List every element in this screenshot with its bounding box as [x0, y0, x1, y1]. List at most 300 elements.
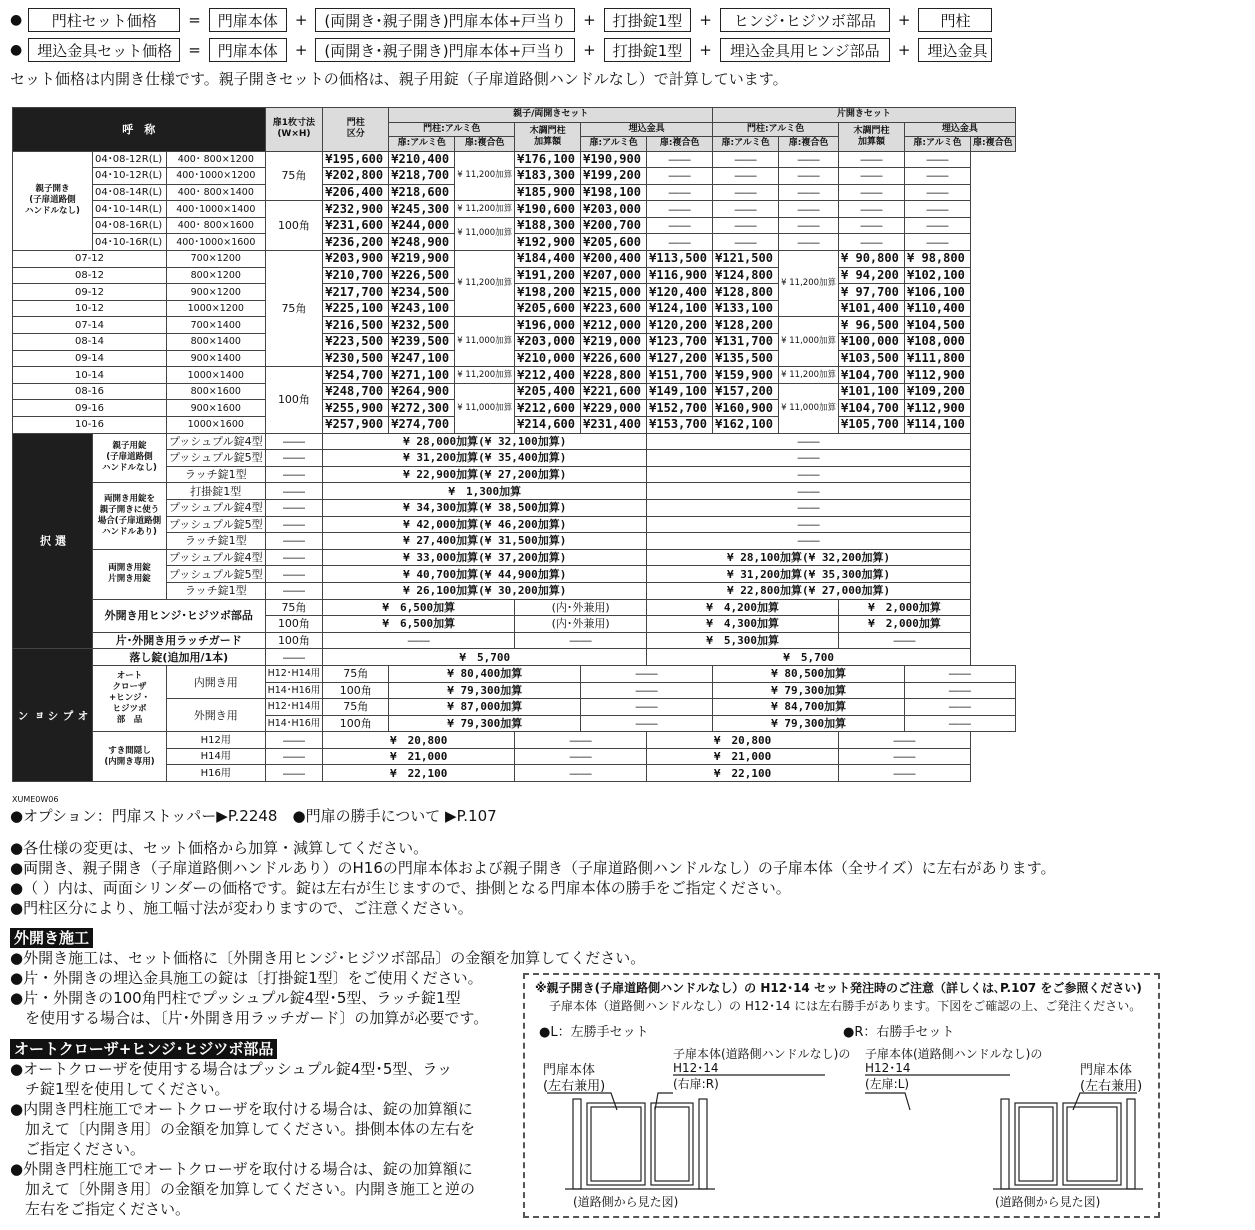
- table-cell: ――: [905, 184, 971, 201]
- table-cell: ¥272,300: [389, 400, 455, 417]
- table-cell: ¥200,400: [581, 251, 647, 268]
- table-cell: ¥102,100: [905, 267, 971, 284]
- table-cell: ¥105,700: [839, 417, 905, 434]
- table-cell: 選 択: [13, 433, 93, 649]
- option-row: [13, 649, 1016, 666]
- table-cell: ¥ 98,800: [905, 251, 971, 268]
- table-cell: ¥ 33,000加算(¥ 37,200加算): [323, 549, 647, 566]
- table-cell: ¥231,400: [581, 417, 647, 434]
- table-cell: ¥111,800: [905, 350, 971, 367]
- doc-code: XUME0W06: [12, 795, 59, 804]
- table-cell: ¥ 96,500: [839, 317, 905, 334]
- table-cell: ¥149,100: [647, 383, 713, 400]
- table-cell: オート クローザ +ヒンジ・ ヒジツボ 部 品: [93, 665, 167, 731]
- table-cell: ¥ 94,200: [839, 267, 905, 284]
- table-cell: ¥ 31,200加算(¥ 35,400加算): [323, 450, 647, 467]
- table-cell: ¥135,500: [713, 350, 779, 367]
- table-cell: 扉:アルミ色: [581, 137, 647, 152]
- table-cell: ¥195,600: [323, 151, 389, 168]
- both-use-label-l: (左右兼用): [543, 1079, 606, 1094]
- table-cell: ¥ 22,100: [323, 765, 515, 782]
- oyako-row: [13, 184, 1016, 201]
- table-cell: ¥255,900: [323, 400, 389, 417]
- table-cell: ¥101,100: [839, 383, 905, 400]
- table-cell: ¥123,700: [647, 334, 713, 351]
- table-cell: ――: [265, 566, 323, 583]
- table-cell: 10-14: [13, 367, 167, 384]
- table-cell: 両開き用錠 片開き用錠: [93, 549, 167, 599]
- table-cell: 04･08-16R(L): [93, 217, 167, 234]
- table-cell: ¥198,200: [515, 284, 581, 301]
- main-row: [13, 251, 1016, 268]
- table-cell: 扉:複合色: [647, 137, 713, 152]
- height-range-cell: H14･H16用: [265, 682, 323, 699]
- table-cell: ――: [839, 184, 905, 201]
- table-cell: ¥120,400: [647, 284, 713, 301]
- table-cell: ¥200,700: [581, 217, 647, 234]
- table-cell: プッシュプル錠4型: [167, 549, 266, 566]
- table-cell: ¥ 40,700加算(¥ 44,900加算): [323, 566, 647, 583]
- table-cell: ――: [647, 433, 971, 450]
- table-cell: ¥190,900: [581, 151, 647, 168]
- table-cell: ¥223,500: [323, 334, 389, 351]
- table-cell: ――: [905, 201, 971, 218]
- table-cell: 1000×1400: [167, 367, 266, 384]
- table-cell: ――: [647, 168, 713, 185]
- table-cell: ¥ 5,700: [647, 649, 971, 666]
- table-cell: ¥184,400: [515, 251, 581, 268]
- table-cell: ¥205,400: [515, 383, 581, 400]
- table-cell: 75角: [265, 151, 323, 201]
- caution-sub: 子扉本体（道路側ハンドルなし）の H12･14 には左右勝手があります。下図をご確認の上、ご発注ください。: [549, 999, 1142, 1013]
- table-cell: 09-14: [13, 350, 167, 367]
- table-cell: ¥162,100: [713, 417, 779, 434]
- autocloser-notes: ●オートクローザを使用する場合はプッシュプル錠4型･5型、ラッ チ錠1型を使用してください。 ●内開き門柱施工でオートクローザを取付ける場合は、錠の加算額に 加えて〔内開き用〕の金額を加算してください。掛側本体の左右を ご指定ください。 ●外開き門柱施工でオートクローザを取付ける場合は、錠の加算額に 加えて〔外開き用〕の金額を加算してください。内開き施工と逆の 左右をご指定ください。: [10, 1060, 476, 1218]
- table-cell: 外開き用: [167, 699, 266, 732]
- table-cell: ¥ 90,800: [839, 251, 905, 268]
- table-cell: ¥221,600: [581, 383, 647, 400]
- table-cell: ¥ 11,200加算: [779, 367, 839, 384]
- table-cell: ――: [265, 450, 323, 467]
- table-cell: 75角: [323, 665, 389, 682]
- table-cell: ¥106,100: [905, 284, 971, 301]
- table-cell: 900×1600: [167, 400, 266, 417]
- table-cell: ――: [265, 533, 323, 550]
- table-cell: ――: [905, 682, 1016, 699]
- table-cell: ¥ 79,300加算: [713, 715, 905, 732]
- formula-post-set: ● 門柱セット価格 = 門扉本体 + (両開き･親子開き)門扉本体+戸当り + 打掛錠1型 + ヒンジ･ヒジツボ部品 + 門柱: [10, 8, 992, 32]
- table-cell: 10-16: [13, 417, 167, 434]
- road-view-label-l: (道路側から見た図): [573, 1195, 679, 1209]
- table-cell: ¥247,100: [389, 350, 455, 367]
- table-cell: ¥ 2,000加算: [839, 616, 971, 633]
- table-cell: ラッチ錠1型: [167, 533, 266, 550]
- table-cell: 扉:アルミ色: [713, 137, 779, 152]
- main-row: [13, 284, 1016, 301]
- table-cell: ――: [581, 715, 713, 732]
- table-cell: ¥ 20,800: [647, 732, 839, 749]
- table-cell: ¥152,700: [647, 400, 713, 417]
- table-cell: ¥ 11,000加算: [455, 383, 515, 433]
- set-price-note: セット価格は内開き仕様です。親子開きセットの価格は、親子用錠（子扉道路側ハンドルなし）で計算しています。: [10, 70, 788, 88]
- table-cell: ¥ 11,000加算: [455, 217, 515, 250]
- table-cell: ¥218,700: [389, 168, 455, 185]
- table-cell: ¥ 79,300加算: [389, 682, 581, 699]
- table-cell: ――: [647, 234, 713, 251]
- oyako-row: [13, 168, 1016, 185]
- table-cell: ¥ 42,000加算(¥ 46,200加算): [323, 516, 647, 533]
- header-wood-post: 木調門柱 加算額: [839, 122, 905, 151]
- table-cell: ¥203,900: [323, 251, 389, 268]
- general-notes: ●各仕様の変更は、セット価格から加算・減算してください。 ●両開き、親子開き（子扉道路側ハンドルあり）のH16の門扉本体および親子開き（子扉道路側ハンドルなし）の子扉本体（全サイズ）に左右があります。 ●（ ）内は、両面シリンダーの価格です。錠は左右が生じますので、掛側となる門扉本体の勝手をご指定ください。 ●門柱区分により、施工幅寸法が変わりますので、ご注意ください。: [10, 839, 1056, 917]
- outer-install-notes: ●外開き施工は、セット価格に〔外開き用ヒンジ･ヒジツボ部品〕の金額を加算してください。 ●片・外開きの埋込金具施工の錠は〔打掛錠1型〕をご使用ください。 ●片・外開きの100角門柱でプッシュプル錠4型･5型、ラッチ錠1型 を使用する場合は、〔片･外開き用ラッチガード〕の加算が必要です。: [10, 949, 646, 1027]
- table-cell: (内･外兼用): [515, 616, 647, 633]
- table-cell: ――: [779, 151, 839, 168]
- table-cell: 打掛錠1型: [167, 483, 266, 500]
- table-cell: ――: [265, 549, 323, 566]
- table-cell: ¥212,000: [581, 317, 647, 334]
- table-cell: ¥203,000: [581, 201, 647, 218]
- table-cell: ¥ 2,000加算: [839, 599, 971, 616]
- table-cell: ――: [713, 201, 779, 218]
- table-cell: 片･外開き用ラッチガード: [93, 632, 266, 649]
- caution-title: ※親子開き(子扉道路側ハンドルなし）の H12･14 セット発注時のご注意（詳しくは､P.107 をご参照ください): [535, 981, 1142, 995]
- table-cell: 04･10-12R(L): [93, 168, 167, 185]
- table-cell: ――: [839, 201, 905, 218]
- table-cell: ¥ 27,400加算(¥ 31,500加算): [323, 533, 647, 550]
- height-range-cell: H12･H14用: [265, 665, 323, 682]
- main-row: [13, 317, 1016, 334]
- header-size: 扉1枚寸法 (W×H): [265, 108, 323, 152]
- table-cell: 04･08-12R(L): [93, 151, 167, 168]
- table-cell: ――: [581, 682, 713, 699]
- table-cell: ¥133,100: [713, 300, 779, 317]
- table-cell: プッシュプル錠5型: [167, 566, 266, 583]
- oyako-label: 親子開き (子扉道路側 ハンドルなし): [13, 151, 93, 251]
- table-cell: 75角: [265, 251, 323, 367]
- table-cell: 75角: [323, 699, 389, 716]
- table-cell: ¥ 26,100加算(¥ 30,200加算): [323, 582, 647, 599]
- selection-row: [13, 549, 1016, 566]
- table-cell: ――: [265, 765, 323, 782]
- table-cell: 700×1200: [167, 251, 266, 268]
- table-cell: ――: [839, 217, 905, 234]
- header-embed: 埋込金具: [905, 122, 1016, 137]
- table-cell: ¥ 6,500加算: [323, 599, 515, 616]
- table-cell: 100角: [265, 201, 323, 251]
- table-cell: ラッチ錠1型: [167, 582, 266, 599]
- table-cell: 400･ 800×1400: [167, 184, 266, 201]
- table-cell: ¥ 22,100: [647, 765, 839, 782]
- table-cell: ――: [647, 466, 971, 483]
- table-cell: ――: [779, 201, 839, 218]
- main-row: [13, 350, 1016, 367]
- table-cell: 落し錠(追加用/1本): [93, 649, 266, 666]
- table-cell: ¥ 4,200加算: [647, 599, 839, 616]
- table-cell: ――: [905, 217, 971, 234]
- table-cell: ¥104,700: [839, 400, 905, 417]
- table-cell: ¥236,200: [323, 234, 389, 251]
- table-cell: ¥217,700: [323, 284, 389, 301]
- table-cell: 09-16: [13, 400, 167, 417]
- table-cell: ¥202,800: [323, 168, 389, 185]
- caution-box: [523, 973, 1160, 1218]
- table-cell: ¥210,700: [323, 267, 389, 284]
- table-cell: ――: [905, 699, 1016, 716]
- table-cell: ¥ 20,800: [323, 732, 515, 749]
- main-door-label-r: 門扉本体: [1080, 1063, 1133, 1078]
- table-cell: ――: [647, 217, 713, 234]
- table-cell: 両開き用錠を 親子開きに使う 場合(子扉道路側 ハンドルあり): [93, 483, 167, 549]
- table-cell: 10-12: [13, 300, 167, 317]
- table-cell: 09-12: [13, 284, 167, 301]
- table-cell: (内･外兼用): [515, 599, 647, 616]
- table-cell: ¥198,100: [581, 184, 647, 201]
- table-cell: ――: [265, 748, 323, 765]
- table-cell: ¥127,200: [647, 350, 713, 367]
- right-hand-title: ●R：右勝手セット: [843, 1025, 955, 1040]
- formula-embed-set: ● 埋込金具セット価格 = 門扉本体 + (両開き･親子開き)門扉本体+戸当り + 打掛錠1型 + 埋込金具用ヒンジ部品 + 埋込金具: [10, 38, 992, 62]
- table-cell: ¥ 11,200加算: [455, 151, 515, 201]
- table-cell: ¥ 22,800加算(¥ 27,000加算): [647, 582, 971, 599]
- table-cell: ¥214,600: [515, 417, 581, 434]
- table-cell: ¥215,000: [581, 284, 647, 301]
- h1214-label-l: H12･14: [673, 1061, 719, 1075]
- height-cell: H14用: [167, 748, 266, 765]
- table-cell: ¥ 5,300加算: [647, 632, 839, 649]
- table-cell: ¥ 11,200加算: [779, 251, 839, 317]
- table-cell: ¥226,500: [389, 267, 455, 284]
- table-cell: すき間隠し (内開き専用): [93, 732, 167, 782]
- table-cell: ――: [265, 433, 323, 450]
- table-cell: プッシュプル錠4型: [167, 433, 266, 450]
- table-cell: ¥216,500: [323, 317, 389, 334]
- table-cell: ――: [515, 765, 647, 782]
- table-cell: ¥ 84,700加算: [713, 699, 905, 716]
- table-cell: ¥243,100: [389, 300, 455, 317]
- table-cell: 100角: [265, 616, 323, 633]
- table-cell: ――: [905, 168, 971, 185]
- table-cell: ¥124,800: [713, 267, 779, 284]
- table-cell: ¥225,100: [323, 300, 389, 317]
- table-cell: ¥157,200: [713, 383, 779, 400]
- option-row: [13, 732, 1016, 749]
- table-cell: ――: [713, 168, 779, 185]
- table-cell: 08-12: [13, 267, 167, 284]
- table-cell: ¥196,000: [515, 317, 581, 334]
- table-cell: ¥218,600: [389, 184, 455, 201]
- table-cell: 100角: [323, 682, 389, 699]
- table-cell: ¥ 5,700: [323, 649, 647, 666]
- oyako-row: [13, 234, 1016, 251]
- table-cell: ¥190,600: [515, 201, 581, 218]
- table-cell: ――: [779, 217, 839, 234]
- header-double-set: 親子/両開きセット: [389, 108, 713, 123]
- table-cell: ¥226,600: [581, 350, 647, 367]
- table-cell: ――: [265, 466, 323, 483]
- table-cell: 100角: [265, 632, 323, 649]
- table-cell: 親子用錠 (子扉道路側 ハンドルなし): [93, 433, 167, 483]
- table-cell: 扉:複合色: [455, 137, 515, 152]
- table-cell: ¥160,900: [713, 400, 779, 417]
- main-door-label-l: 門扉本体: [543, 1063, 596, 1078]
- main-row: [13, 300, 1016, 317]
- table-cell: ¥ 11,000加算: [779, 383, 839, 433]
- table-cell: 75角: [265, 599, 323, 616]
- table-cell: ¥ 6,500加算: [323, 616, 515, 633]
- table-cell: ――: [839, 168, 905, 185]
- table-cell: 400･1000×1600: [167, 234, 266, 251]
- table-cell: ¥ 80,500加算: [713, 665, 905, 682]
- table-cell: ¥ 11,000加算: [779, 317, 839, 367]
- table-cell: ¥271,100: [389, 367, 455, 384]
- table-cell: 800×1200: [167, 267, 266, 284]
- table-cell: ¥ 31,200加算(¥ 35,300加算): [647, 566, 971, 583]
- table-cell: プッシュプル錠5型: [167, 516, 266, 533]
- table-cell: 扉:アルミ色: [389, 137, 455, 152]
- table-cell: 400･ 800×1600: [167, 217, 266, 234]
- table-cell: ――: [265, 582, 323, 599]
- table-cell: 扉:複合色: [971, 137, 1016, 152]
- oyako-row: [13, 201, 1016, 218]
- table-cell: ¥239,500: [389, 334, 455, 351]
- table-cell: 外開き用ヒンジ･ヒジツボ部品: [93, 599, 266, 632]
- table-cell: ¥248,700: [323, 383, 389, 400]
- header-alu-post: 門柱:アルミ色: [389, 122, 515, 137]
- table-cell: ――: [515, 732, 647, 749]
- table-cell: ――: [839, 234, 905, 251]
- table-cell: 700×1400: [167, 317, 266, 334]
- table-cell: プッシュプル錠4型: [167, 499, 266, 516]
- table-cell: ¥231,600: [323, 217, 389, 234]
- header-post: 門柱 区分: [323, 108, 389, 152]
- header-wood-post: 木調門柱 加算額: [515, 122, 581, 151]
- h1214-label-r: H12･14: [865, 1061, 911, 1075]
- table-cell: ――: [581, 665, 713, 682]
- table-cell: ¥121,500: [713, 251, 779, 268]
- table-cell: ¥ 21,000: [647, 748, 839, 765]
- table-cell: 内開き用: [167, 665, 266, 698]
- table-cell: ――: [647, 499, 971, 516]
- option-row: [13, 665, 1016, 682]
- table-cell: ¥ 4,300加算: [647, 616, 839, 633]
- table-cell: ¥234,500: [389, 284, 455, 301]
- table-cell: ¥199,200: [581, 168, 647, 185]
- table-cell: ¥ 87,000加算: [389, 699, 581, 716]
- table-cell: ――: [647, 450, 971, 467]
- table-cell: 04･10-16R(L): [93, 234, 167, 251]
- table-cell: ――: [647, 533, 971, 550]
- table-cell: ¥212,400: [515, 367, 581, 384]
- child-door-label-r: 子扉本体(道路側ハンドルなし)の: [865, 1047, 1043, 1061]
- road-view-label-r: (道路側から見た図): [995, 1195, 1101, 1209]
- table-cell: ¥109,200: [905, 383, 971, 400]
- table-cell: 扉:複合色: [779, 137, 839, 152]
- right-door-label: (右扉:R): [673, 1077, 719, 1091]
- main-row: [13, 367, 1016, 384]
- table-cell: ――: [779, 184, 839, 201]
- table-cell: ¥185,900: [515, 184, 581, 201]
- table-cell: ――: [265, 499, 323, 516]
- selection-row: [13, 632, 1016, 649]
- table-cell: ¥ 21,000: [323, 748, 515, 765]
- main-row: [13, 417, 1016, 434]
- height-range-cell: H14･H16用: [265, 715, 323, 732]
- table-cell: ¥ 11,000加算: [455, 317, 515, 367]
- gate-diagram: [525, 975, 1158, 1216]
- table-cell: ¥203,000: [515, 334, 581, 351]
- header-embed: 埋込金具: [581, 122, 713, 137]
- table-cell: ――: [647, 151, 713, 168]
- child-door-label-l: 子扉本体(道路側ハンドルなし)の: [673, 1047, 851, 1061]
- table-cell: ¥128,200: [713, 317, 779, 334]
- table-cell: ¥210,400: [389, 151, 455, 168]
- main-row: [13, 267, 1016, 284]
- outer-install-heading: 外開き施工: [10, 928, 93, 948]
- formula-label: 門柱セット価格: [28, 8, 180, 32]
- main-row: [13, 383, 1016, 400]
- table-cell: 1000×1600: [167, 417, 266, 434]
- table-cell: 100角: [323, 715, 389, 732]
- table-cell: ¥ 22,900加算(¥ 27,200加算): [323, 466, 647, 483]
- table-cell: ¥257,900: [323, 417, 389, 434]
- table-cell: ラッチ錠1型: [167, 466, 266, 483]
- table-cell: 04･08-14R(L): [93, 184, 167, 201]
- height-cell: H16用: [167, 765, 266, 782]
- table-cell: 扉:アルミ色: [905, 137, 971, 152]
- table-cell: 08-14: [13, 334, 167, 351]
- oyako-row: [13, 217, 1016, 234]
- header-single-set: 片開きセット: [713, 108, 1015, 123]
- oyako-row: [13, 151, 1016, 168]
- table-cell: ¥103,500: [839, 350, 905, 367]
- table-cell: ¥176,100: [515, 151, 581, 168]
- table-cell: ¥219,000: [581, 334, 647, 351]
- table-cell: ――: [905, 234, 971, 251]
- table-cell: ¥244,000: [389, 217, 455, 234]
- table-cell: ¥ 80,400加算: [389, 665, 581, 682]
- table-cell: ――: [905, 665, 1016, 682]
- table-cell: ¥112,900: [905, 400, 971, 417]
- option-line: ●オプション：門扉ストッパー▶P.2248 ●門扉の勝手について ▶P.107: [10, 807, 497, 825]
- table-cell: ¥108,000: [905, 334, 971, 351]
- table-cell: 04･10-14R(L): [93, 201, 167, 218]
- left-hand-title: ●L：左勝手セット: [539, 1025, 649, 1040]
- table-cell: ¥210,000: [515, 350, 581, 367]
- table-cell: 07-14: [13, 317, 167, 334]
- table-cell: ――: [713, 234, 779, 251]
- table-cell: オ プ シ ョ ン: [13, 649, 93, 782]
- table-cell: 800×1600: [167, 383, 266, 400]
- table-cell: ¥207,000: [581, 267, 647, 284]
- table-cell: ¥104,700: [839, 367, 905, 384]
- table-cell: ¥101,400: [839, 300, 905, 317]
- table-cell: ¥116,900: [647, 267, 713, 284]
- table-cell: ¥128,800: [713, 284, 779, 301]
- table-cell: プッシュプル錠5型: [167, 450, 266, 467]
- table-cell: 100角: [265, 367, 323, 433]
- table-cell: ――: [323, 632, 515, 649]
- table-cell: ¥ 79,300加算: [389, 715, 581, 732]
- table-cell: ¥188,300: [515, 217, 581, 234]
- table-cell: ¥159,900: [713, 367, 779, 384]
- header-row: [13, 108, 1016, 123]
- table-cell: ¥245,300: [389, 201, 455, 218]
- table-cell: ¥110,400: [905, 300, 971, 317]
- table-cell: 400･1000×1200: [167, 168, 266, 185]
- table-cell: ¥229,000: [581, 400, 647, 417]
- table-cell: ――: [839, 765, 971, 782]
